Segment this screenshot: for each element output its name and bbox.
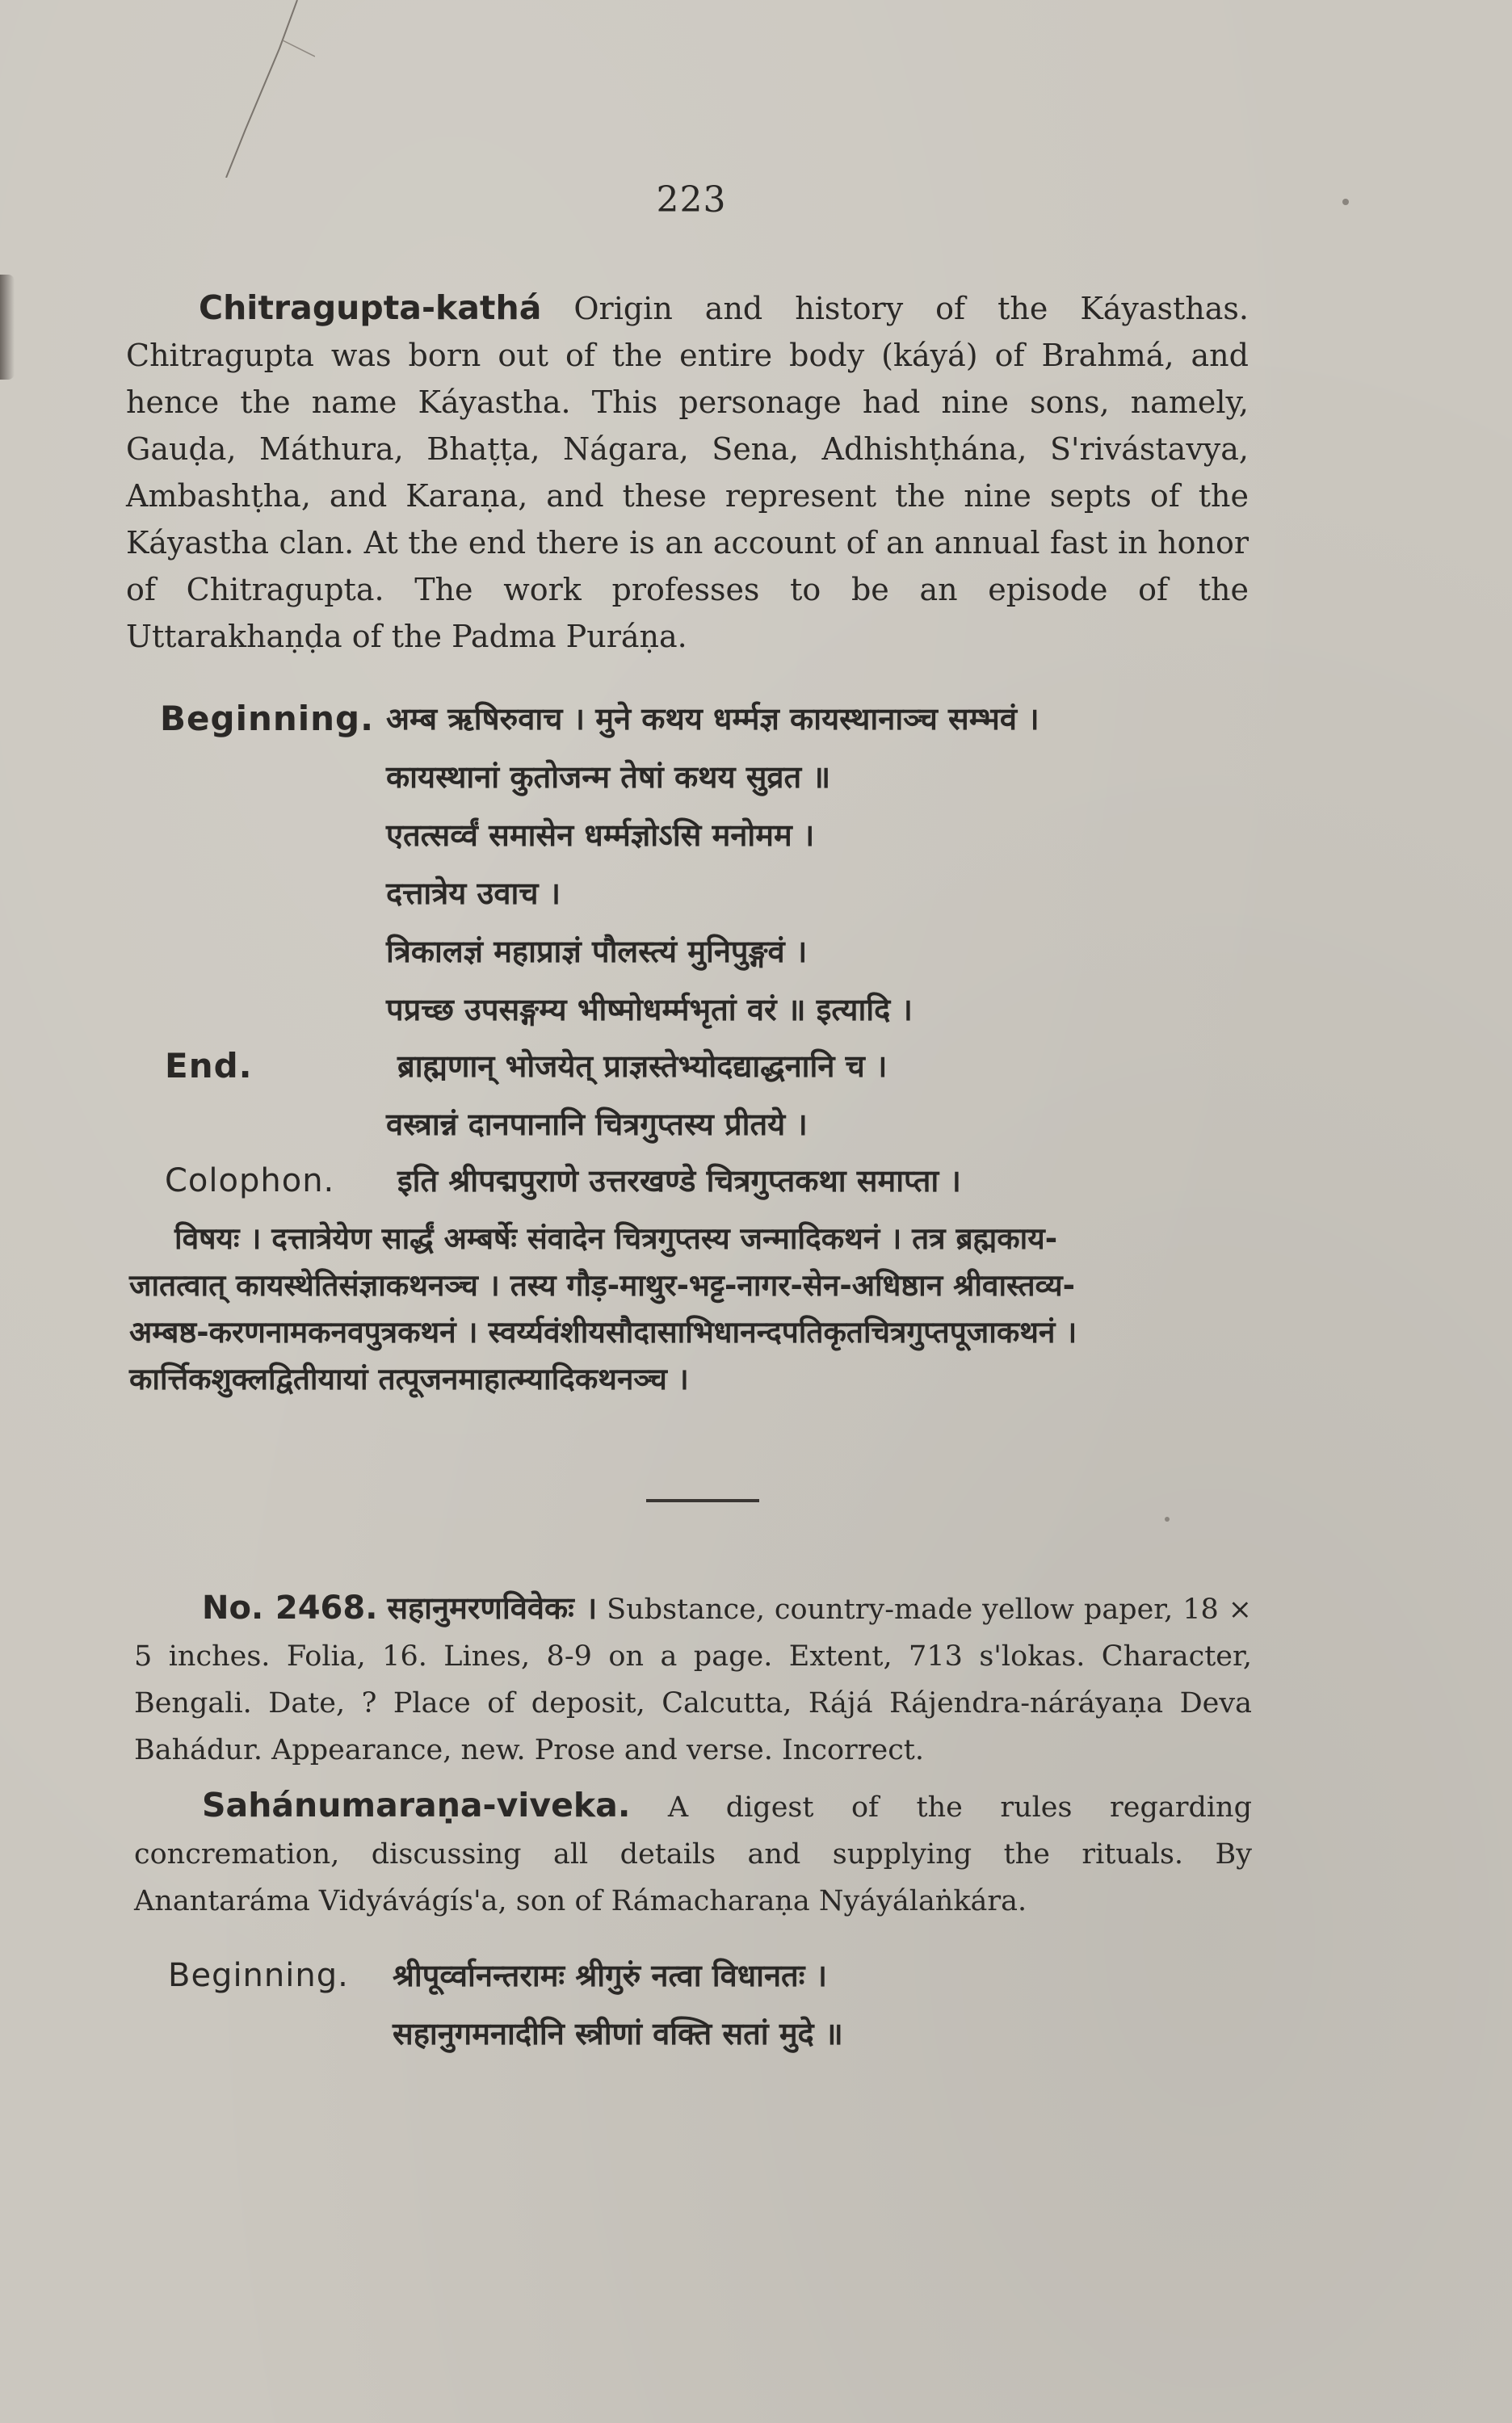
entry-number: No. 2468.	[202, 1589, 378, 1627]
end-line-text: वस्त्रान्नं दानपानानि चित्रगुप्तस्य प्रीतये ।	[386, 1107, 808, 1142]
entry-beginning-line	[393, 2009, 843, 2058]
colophon-row	[0, 1157, 1512, 1205]
entry-2468-description-block	[134, 1782, 1252, 1925]
entry-beginning-label: Beginning.	[168, 1957, 349, 1994]
subject-line: विषयः । दत्तात्रेयेण सार्द्धं अम्बर्षेः संवादेन चित्रगुप्तस्य जन्मादिकथनं । तत्र ब्रह्मकाय-	[174, 1221, 1058, 1256]
beginning-line	[386, 985, 913, 1034]
colophon-text: इति श्रीपद्मपुराणे उत्तरखण्डे चित्रगुप्तकथा समाप्ता ।	[397, 1163, 961, 1199]
entry-sanskrit-title: सहानुमरणविवेकः ।	[387, 1590, 598, 1626]
entry-beginning-line-text: सहानुगमनादीनि स्त्रीणां वक्ति सतां मुदे ॥	[393, 2016, 843, 2051]
beginning-line	[386, 811, 814, 859]
entry-beginning-line: श्रीपूर्व्वानन्तरामः श्रीगुरुं नत्वा विधानतः ।	[393, 1958, 828, 1993]
chitragupta-description-block	[126, 284, 1249, 660]
paper-spot	[1342, 199, 1349, 205]
section-divider	[646, 1499, 759, 1502]
entry-details: Substance, country-made yellow paper, 18 × 5 inches. Folia, 16. Lines, 8-9 on a page. Extent, 713 s'lokas. Character, Bengali. Date, ? Place of deposit, Calcutta, Rájá Rájendra-náráyaṇa Deva Bahádur. Appearance, new. Prose and verse. Incorrect.	[134, 1594, 1252, 1766]
beginning-row-1	[0, 695, 1512, 743]
subject-line: अम्बष्ठ-करणनामकनवपुत्रकथनं । स्वर्य्यवंशीयसौदासाभिधानन्दपतिकृतचित्रगुप्तपूजाकथनं ।	[129, 1315, 1077, 1350]
chitragupta-description: Origin and history of the Káyasthas. Chitragupta was born out of the entire body (káyá) of Brahmá, and hence the name Káyastha. This personage had nine sons, namely, Gauḍa, Máthura, Bhaṭṭa, Nágara, Sena, Adhishṭhána, S'rivástavya, Ambashṭha, and Karaṇa, and these represent the nine septs of the Káyastha clan. At the end there is an account of an annual fast in honor of Chitragupta. The work professes to be an episode of the Uttarakhaṇḍa of the Padma Puráṇa.	[126, 291, 1249, 654]
binding-edge-mark	[0, 275, 15, 380]
beginning-label: Beginning.	[160, 699, 375, 738]
colophon-label: Colophon.	[165, 1162, 335, 1199]
page-number: 223	[656, 179, 727, 220]
beginning-line-text: कायस्थानां कुतोजन्म तेषां कथय सुव्रत ॥	[386, 759, 831, 795]
beginning-line-text: दत्तात्रेय उवाच ।	[386, 876, 561, 911]
beginning-line	[386, 869, 561, 918]
entry-2468-details-block	[134, 1585, 1252, 1774]
entry-title: Sahánumaraṇa-viveka.	[202, 1786, 631, 1825]
end-label: End.	[165, 1046, 253, 1086]
subject-line: कार्त्तिकशुक्लद्वितीयायां तत्पूजनमाहात्म्यादिकथनञ्च ।	[129, 1362, 689, 1396]
beginning-line-text: त्रिकालज्ञं महाप्राज्ञं पौलस्त्यं मुनिपुङ्गवं ।	[386, 934, 808, 969]
end-line	[386, 1100, 808, 1149]
beginning-line-text: पप्रच्छ उपसङ्गम्य भीष्मोधर्म्मभृतां वरं ॥ इत्यादि ।	[386, 992, 913, 1027]
subject-summary	[129, 1216, 1252, 1403]
entry-beginning-row	[0, 1951, 1512, 2000]
chitragupta-title: Chitragupta-kathá	[199, 288, 542, 327]
end-line: ब्राह्मणान् भोजयेत् प्राज्ञस्तेभ्योदद्याद्धनानि च ।	[397, 1048, 888, 1084]
end-row-1	[0, 1042, 1512, 1090]
paper-crease-mark	[202, 0, 315, 178]
beginning-line	[386, 753, 830, 801]
paper-spot	[1165, 1517, 1170, 1522]
beginning-line	[386, 927, 807, 976]
beginning-line-text: एतत्सर्व्वं समासेन धर्म्मज्ञोऽसि मनोमम ।	[386, 817, 815, 853]
subject-line: जातत्वात् कायस्थेतिसंज्ञाकथनञ्च । तस्य गौड़-माथुर-भट्ट-नागर-सेन-अधिष्ठान श्रीवास्तव्य-	[129, 1268, 1076, 1303]
entry-description: A digest of the rules regarding concremation, discussing all details and supplying the rituals. By Anantaráma Vidyávágís'a, son of Rámacharaṇa Nyáyálaṅkára.	[134, 1791, 1252, 1917]
beginning-line: अम्ब ऋषिरुवाच । मुने कथय धर्म्मज्ञ कायस्थानाञ्च सम्भवं ।	[386, 701, 1040, 737]
